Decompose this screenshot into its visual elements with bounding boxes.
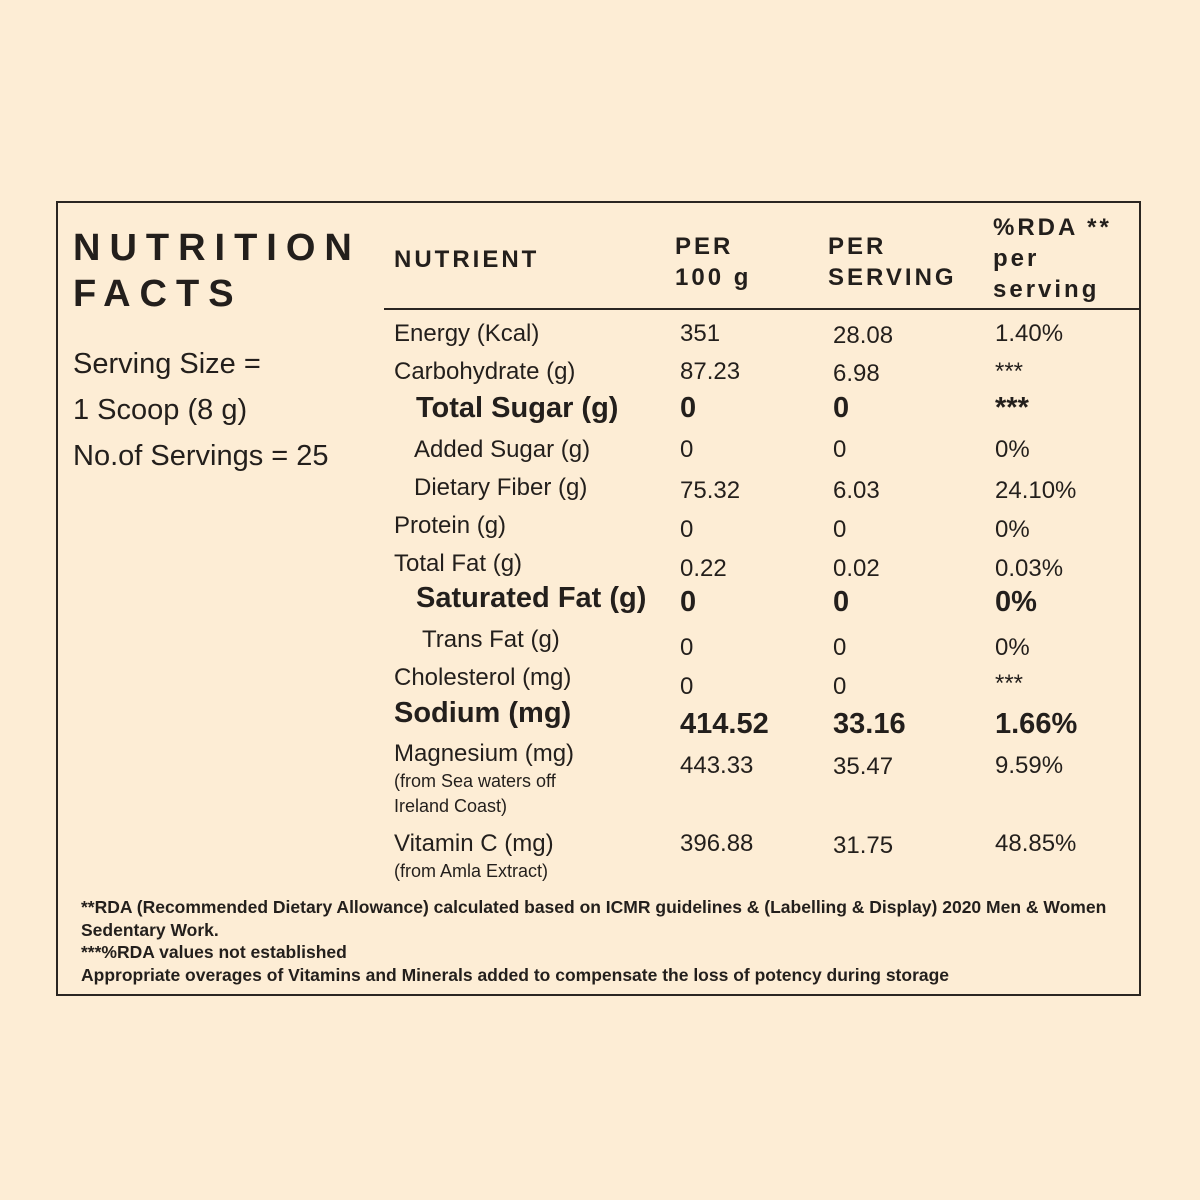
- per-100g-value: 0: [680, 586, 697, 618]
- per-100g-value: 351: [680, 320, 721, 347]
- per-100g-value: 414.52: [680, 708, 769, 740]
- nutrient-name: Sodium (mg): [394, 697, 572, 729]
- nutrient-name-text: Magnesium (mg): [394, 740, 575, 767]
- rda-value: 9.59%: [995, 752, 1064, 779]
- nutrient-name: Saturated Fat (g): [416, 582, 647, 614]
- per-serving-value: 33.16: [833, 708, 906, 740]
- nutrient-source-note-line1: (from Sea waters off: [394, 771, 556, 791]
- header-per-serving-line1: PER: [828, 233, 887, 260]
- per-serving-value: 0.02: [833, 555, 880, 582]
- serving-size-value: 1 Scoop (8 g): [73, 394, 248, 426]
- rda-value: 48.85%: [995, 830, 1077, 857]
- header-rda: [993, 212, 1112, 305]
- rda-value: ***: [995, 392, 1029, 424]
- header-rda-line2: per: [993, 245, 1040, 272]
- nutrient-name: Cholesterol (mg): [394, 664, 572, 691]
- nutrient-name: Carbohydrate (g): [394, 358, 576, 385]
- header-per-100g-line1: PER: [675, 233, 734, 260]
- footnotes: [81, 896, 1131, 986]
- rda-value: 0%: [995, 586, 1037, 618]
- nutrient-name: Trans Fat (g): [422, 626, 560, 653]
- per-100g-value: 0: [680, 436, 694, 463]
- title-line-1: NUTRITION: [73, 227, 361, 269]
- nutrient-source-note-line2: Ireland Coast): [394, 796, 508, 816]
- nutrient-name: Dietary Fiber (g): [414, 474, 588, 501]
- per-serving-value: 0: [833, 673, 847, 700]
- nutrient-name: Energy (Kcal): [394, 320, 540, 347]
- serving-info: [73, 341, 329, 479]
- rda-value: ***: [995, 358, 1024, 385]
- rda-value: 0.03%: [995, 555, 1064, 582]
- page-title: [73, 225, 361, 317]
- header-per-serving: [828, 231, 957, 293]
- rda-value: 1.66%: [995, 708, 1078, 740]
- header-rda-line3: serving: [993, 276, 1100, 303]
- nutrient-name: [394, 829, 554, 884]
- nutrient-name: Total Sugar (g): [416, 392, 619, 424]
- rda-value: 24.10%: [995, 477, 1077, 504]
- servings-count: No.of Servings = 25: [73, 440, 329, 472]
- per-serving-value: 0: [833, 392, 850, 424]
- footnote-rda-not-established: ***%RDA values not established: [81, 942, 347, 962]
- nutrient-name: Total Fat (g): [394, 550, 523, 577]
- rda-value: 1.40%: [995, 320, 1064, 347]
- header-divider: [384, 308, 1139, 310]
- per-serving-value: 0: [833, 634, 847, 661]
- rda-value: ***: [995, 670, 1024, 697]
- per-serving-value: 31.75: [833, 832, 894, 859]
- per-serving-value: 0: [833, 586, 850, 618]
- rda-value: 0%: [995, 516, 1030, 543]
- per-serving-value: 6.03: [833, 477, 880, 504]
- per-serving-value: 6.98: [833, 360, 880, 387]
- rda-value: 0%: [995, 436, 1030, 463]
- per-serving-value: 0: [833, 516, 847, 543]
- per-serving-value: 35.47: [833, 753, 894, 780]
- per-100g-value: 0: [680, 673, 694, 700]
- per-serving-value: 0: [833, 436, 847, 463]
- footnote-overages: Appropriate overages of Vitamins and Minerals added to compensate the loss of potency during storage: [81, 964, 950, 985]
- per-100g-value: 0: [680, 392, 697, 424]
- per-serving-value: 28.08: [833, 322, 894, 349]
- nutrition-facts-panel: [56, 201, 1141, 996]
- serving-size-label: Serving Size =: [73, 348, 261, 380]
- nutrient-name: Added Sugar (g): [414, 436, 591, 463]
- nutrient-name: [394, 739, 574, 819]
- footnote-rda-definition: **RDA (Recommended Dietary Allowance) calculated based on ICMR guidelines & (Labelling & Display) 2020 Men & Women Sedentary Work.: [81, 897, 1107, 940]
- per-100g-value: 0: [680, 634, 694, 661]
- per-100g-value: 75.32: [680, 477, 741, 504]
- header-rda-line1: %RDA **: [993, 214, 1112, 241]
- nutrient-name: Protein (g): [394, 512, 507, 539]
- per-100g-value: 0: [680, 516, 694, 543]
- nutrient-source-note-line1: (from Amla Extract): [394, 861, 549, 881]
- header-nutrient: NUTRIENT: [394, 246, 540, 273]
- rda-value: 0%: [995, 634, 1030, 661]
- header-per-100g: [675, 231, 751, 293]
- header-per-100g-line2: 100 g: [675, 264, 752, 291]
- per-100g-value: 396.88: [680, 830, 754, 857]
- per-100g-value: 87.23: [680, 358, 741, 385]
- per-100g-value: 0.22: [680, 555, 727, 582]
- header-per-serving-line2: SERVING: [828, 264, 957, 291]
- title-line-2: FACTS: [73, 273, 243, 315]
- per-100g-value: 443.33: [680, 752, 754, 779]
- nutrient-name-text: Vitamin C (mg): [394, 830, 554, 857]
